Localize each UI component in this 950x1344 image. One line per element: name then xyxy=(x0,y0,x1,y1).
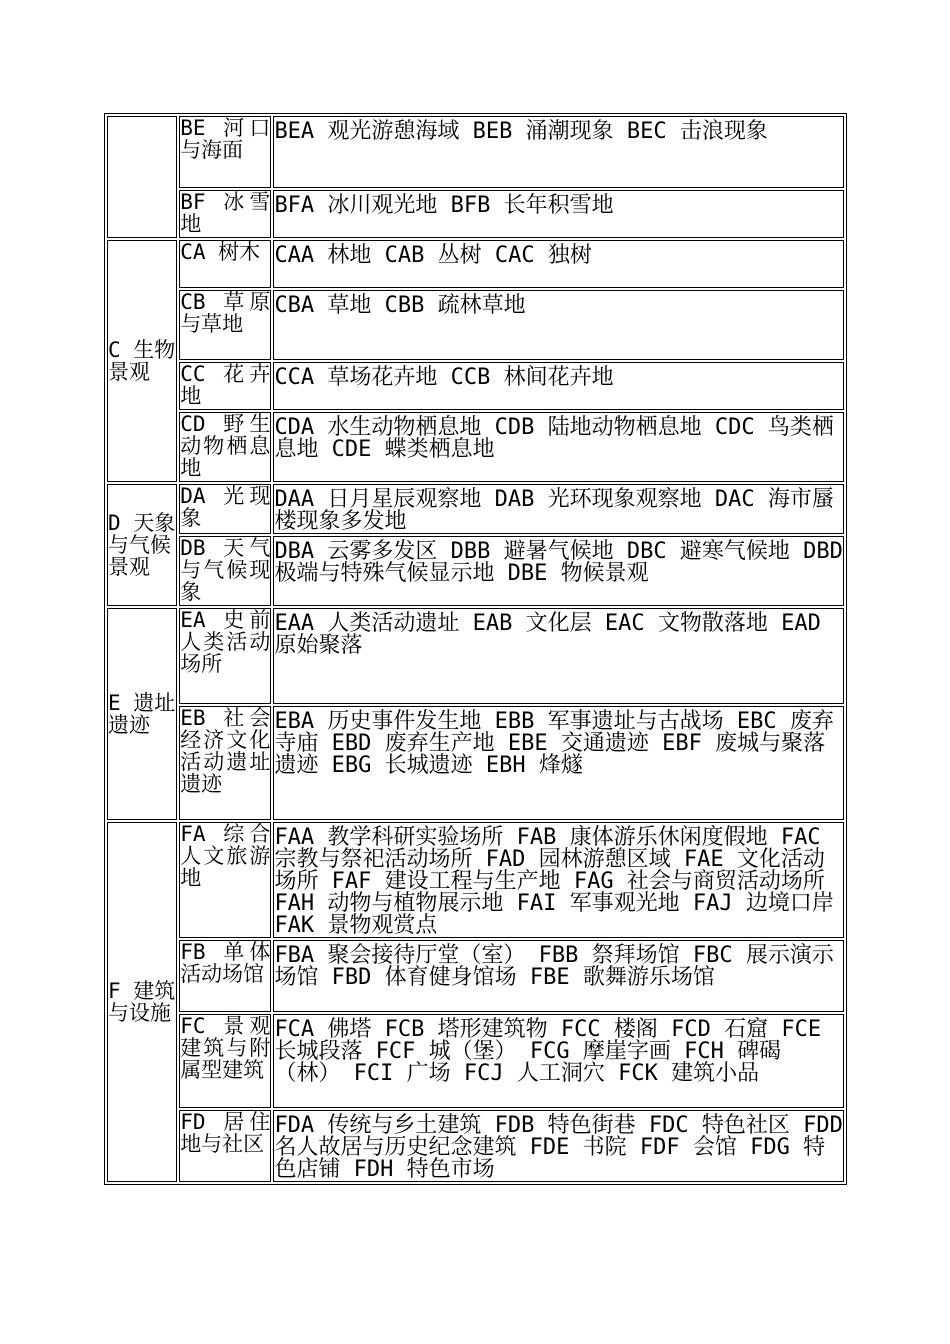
table-row xyxy=(107,536,844,606)
category-cell: E 遗址遗迹 xyxy=(107,608,177,820)
category-cell: C 生物景观 xyxy=(107,240,177,482)
category-cell xyxy=(107,116,177,238)
subcategory-cell: EB 社会经济文化活动遗址遗迹 xyxy=(179,706,271,820)
subcategory-cell: CC 花卉地 xyxy=(180,362,271,408)
table-row xyxy=(107,940,844,1012)
table-row xyxy=(107,706,844,820)
table-body xyxy=(107,116,844,1182)
item-list-cell: FBA 聚会接待厅堂（室） FBB 祭拜场馆 FBC 展示演示场馆 FBD 体育健身馆场 FBE 歌舞游乐场馆 xyxy=(273,940,844,1012)
item-list-cell: CBA 草地 CBB 疏林草地 xyxy=(273,290,844,360)
item-list-cell: FAA 教学科研实验场所 FAB 康体游乐休闲度假地 FAC 宗教与祭祀活动场所 FAD 园林游憩区域 FAE 文化活动场所 FAF 建设工程与生产地 FAG 社会与商贸活动场所 FAH 动物与植物展示地 FAI 军事观光地 FAJ 边境口岸 FAK 景物观赏点 xyxy=(273,822,844,938)
item-list-cell: FDA 传统与乡土建筑 FDB 特色街巷 FDC 特色社区 FDD 名人故居与历史纪念建筑 FDE 书院 FDF 会馆 FDG 特色店铺 FDH 特色市场 xyxy=(273,1110,844,1182)
item-list-cell: CDA 水生动物栖息地 CDB 陆地动物栖息地 CDC 鸟类栖息地 CDE 蝶类栖息地 xyxy=(273,412,844,482)
item-list-cell: DBA 云雾多发区 DBB 避暑气候地 DBC 避寒气候地 DBD 极端与特殊气候显示地 DBE 物候景观 xyxy=(273,536,844,606)
subcategory-cell: EA 史前人类活动场所 xyxy=(179,608,271,704)
table-row xyxy=(107,822,844,938)
item-list-cell: CCA 草场花卉地 CCB 林间花卉地 xyxy=(273,362,844,410)
item-list-cell: DAA 日月星辰观察地 DAB 光环现象观察地 DAC 海市蜃楼现象多发地 xyxy=(273,484,844,534)
subcategory-cell: FD 居住地与社区 xyxy=(179,1110,271,1182)
table-row xyxy=(107,1110,844,1182)
subcategory-cell: FA 综合人文旅游地 xyxy=(179,822,271,938)
item-list-cell: BEA 观光游憩海域 BEB 涌潮现象 BEC 击浪现象 xyxy=(273,116,844,188)
table-row xyxy=(107,240,844,288)
table-row xyxy=(107,362,844,410)
category-cell: D 天象与气候景观 xyxy=(107,484,177,606)
category-cell: F 建筑与设施 xyxy=(107,822,177,1182)
table-row xyxy=(107,484,844,534)
table-row xyxy=(107,290,844,360)
table-row xyxy=(107,1014,844,1108)
subcategory-cell: FC 景观建筑与附属型建筑 xyxy=(179,1014,271,1108)
item-list-cell: CAA 林地 CAB 丛树 CAC 独树 xyxy=(273,240,844,288)
table-row xyxy=(107,608,844,704)
subcategory-cell: DB 天气与气候现象 xyxy=(180,536,271,604)
resource-classification-table xyxy=(104,113,847,1185)
subcategory-cell: CB 草原与草地 xyxy=(179,290,271,360)
subcategory-cell: CD 野生动物栖息地 xyxy=(180,412,271,480)
item-list-cell: EBA 历史事件发生地 EBB 军事遗址与古战场 EBC 废弃寺庙 EBD 废弃生产地 EBE 交通遗迹 EBF 废城与聚落遗迹 EBG 长城遗迹 EBH 烽燧 xyxy=(273,706,844,820)
item-list-cell: BFA 冰川观光地 BFB 长年积雪地 xyxy=(273,190,844,238)
subcategory-cell: BE 河口与海面 xyxy=(179,116,271,188)
subcategory-cell: FB 单体活动场馆 xyxy=(179,940,271,1012)
table-row xyxy=(107,412,844,482)
table-row xyxy=(107,190,844,238)
subcategory-cell: DA 光现象 xyxy=(179,484,271,534)
item-list-cell: EAA 人类活动遗址 EAB 文化层 EAC 文物散落地 EAD 原始聚落 xyxy=(273,608,844,704)
item-list-cell: FCA 佛塔 FCB 塔形建筑物 FCC 楼阁 FCD 石窟 FCE 长城段落 FCF 城（堡） FCG 摩崖字画 FCH 碑碣（林） FCI 广场 FCJ 人工洞穴 FCK 建筑小品 xyxy=(273,1014,844,1108)
table-row xyxy=(107,116,844,188)
subcategory-cell: CA 树木 xyxy=(179,240,271,288)
subcategory-cell: BF 冰雪地 xyxy=(180,190,271,236)
